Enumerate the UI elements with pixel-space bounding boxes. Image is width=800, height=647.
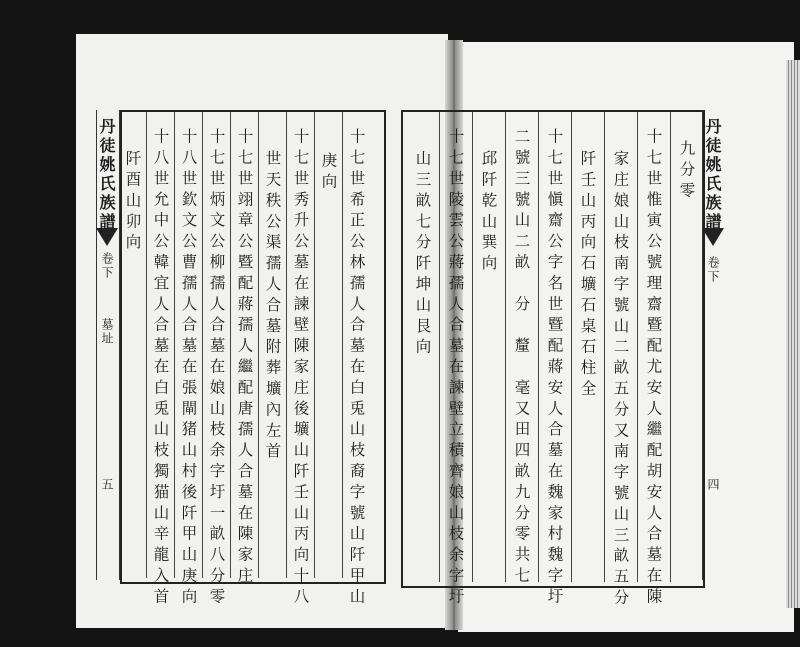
left-column-9: 阡酉山卯向	[123, 150, 142, 255]
right-column-4: 阡壬山丙向石壙石桌石柱全	[578, 150, 597, 401]
right-column-8: 十七世陵雲公蔣孺人合墓在諫壁立積齊娘山枝余字圩	[446, 128, 465, 609]
right-page-number: 四	[706, 478, 720, 492]
page-edge-stack	[786, 60, 800, 608]
right-column-5: 十七世愼齋公字名世暨配蔣安人合墓在魏家村魏字圩	[545, 128, 564, 609]
left-column-5: 十七世翊章公暨配蔣孺人繼配唐孺人合墓在陳家庄	[235, 128, 254, 588]
column-rule	[230, 112, 231, 578]
left-column-6: 十七世炳文公柳孺人合墓在娘山枝余字圩一畝八分零	[207, 128, 226, 609]
left-column-2: 庚向	[319, 152, 338, 194]
left-volume-label: 卷下	[100, 252, 114, 280]
column-rule	[202, 112, 203, 578]
column-rule	[174, 112, 175, 578]
column-rule	[146, 112, 147, 578]
column-rule	[571, 112, 572, 582]
column-rule	[314, 112, 315, 578]
left-column-1: 十七世希正公林孺人合墓在白兎山枝裔字號山阡甲山	[347, 128, 366, 609]
column-rule	[439, 112, 440, 582]
right-column-9: 山三畝七分阡坤山艮向	[413, 150, 432, 359]
column-rule	[538, 112, 539, 582]
column-rule	[670, 112, 671, 582]
column-rule	[604, 112, 605, 582]
left-section-label: 墓址	[100, 318, 114, 346]
right-volume-label: 卷下	[706, 256, 720, 284]
left-column-7: 十八世欽文公曹孺人合墓在張閘猪山村後阡甲山庚向	[179, 128, 198, 609]
right-column-3: 家庄娘山枝南字號山二畝五分又南字號山三畝五分	[611, 150, 630, 610]
right-column-1: 九分零	[677, 140, 696, 203]
right-column-6: 二號三號山二畝 分 釐 毫又田四畝九分零共七	[512, 128, 531, 588]
left-column-4: 世天秩公渠孺人合墓附葬壙內左首	[263, 150, 282, 464]
left-column-3: 十七世秀升公墓在諫壁陳家庄後壙山阡壬山丙向十八	[291, 128, 310, 609]
left-column-8: 十八世允中公韓宜人合墓在白兎山枝獨猫山辛龍入首	[151, 128, 170, 609]
column-rule	[472, 112, 473, 582]
column-rule	[258, 112, 259, 578]
column-rule	[286, 112, 287, 578]
column-rule	[342, 112, 343, 578]
left-book-title: 丹徒姚氏族譜	[97, 118, 116, 232]
left-page-number: 五	[100, 478, 114, 492]
column-rule	[505, 112, 506, 582]
right-column-2: 十七世惟寅公號理齋暨配尤安人繼配胡安人合墓在陳	[644, 128, 663, 609]
column-rule	[637, 112, 638, 582]
right-book-title: 丹徒姚氏族譜	[703, 118, 722, 232]
right-column-7: 邱阡乾山巽向	[479, 150, 498, 276]
